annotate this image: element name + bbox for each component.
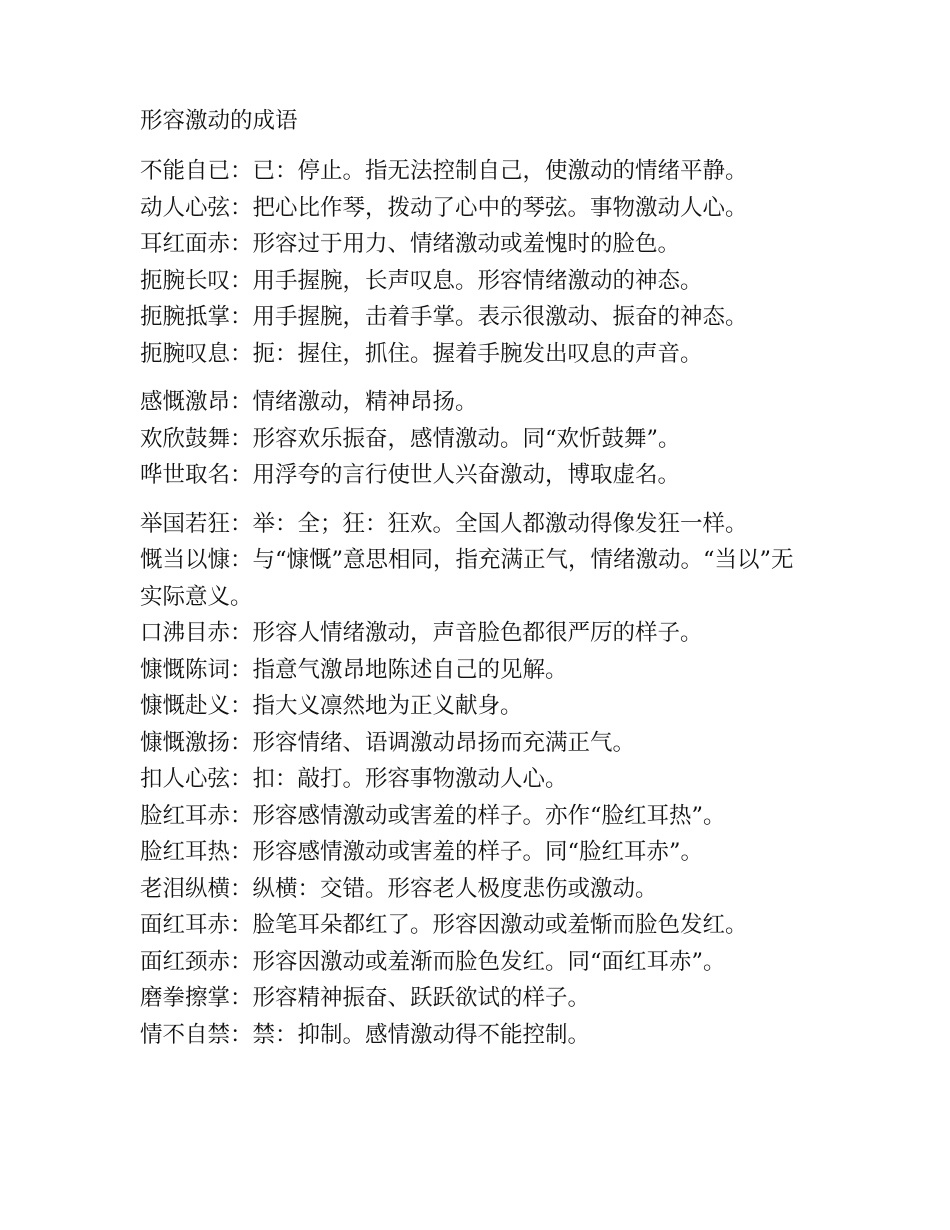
idiom-group-3: [140, 506, 820, 1054]
idiom-entry: 情不自禁：禁：抑制。感情激动得不能控制。: [140, 1021, 591, 1048]
idiom-entry: 欢欣鼓舞：形容欢乐振奋，感情激动。同“欢忻鼓舞”。: [140, 425, 681, 452]
idiom-entry: 老泪纵横：纵横：交错。形容老人极度悲伤或激动。: [140, 875, 658, 902]
idiom-entry: 磨拳擦掌：形容精神振奋、跃跃欲试的样子。: [140, 985, 591, 1011]
idiom-entry: 扼腕长叹：用手握腕，长声叹息。形容情绪激动的神态。: [140, 267, 703, 294]
idiom-entry: 脸红耳赤：形容感情激动或害羞的样子。亦作“脸红耳热”。: [140, 802, 726, 829]
idiom-entry: 动人心弦：把心比作琴，拨动了心中的琴弦。事物激动人心。: [140, 194, 748, 221]
document-title: 形容激动的成语: [140, 108, 298, 134]
idiom-entry: 耳红面赤：形容过于用力、情绪激动或羞愧时的脸色。: [140, 231, 681, 257]
idiom-entry: 感慨激昂：情绪激动，精神昂扬。: [140, 389, 478, 415]
idiom-entry: 扼腕叹息：扼：握住，抓住。握着手腕发出叹息的声音。: [140, 340, 703, 367]
idiom-entry: 慷慨激扬：形容情绪、语调激动昂扬而充满正气。: [140, 729, 636, 756]
idiom-entry: 哗世取名：用浮夸的言行使世人兴奋激动，博取虚名。: [140, 462, 681, 488]
idiom-entry: 扼腕抵掌：用手握腕，击着手掌。表示很激动、振奋的神态。: [140, 304, 748, 330]
idiom-entry: 举国若狂：举：全；狂：狂欢。全国人都激动得像发狂一样。: [140, 510, 748, 537]
idiom-group-1: [140, 153, 820, 372]
idiom-entry: 扣人心弦：扣：敲打。形容事物激动人心。: [140, 766, 568, 792]
idiom-entry: 脸红耳热：形容感情激动或害羞的样子。同“脸红耳赤”。: [140, 839, 704, 865]
idiom-entry: 面红耳赤：脸笔耳朵都红了。形容因激动或羞惭而脸色发红。: [140, 912, 748, 938]
idiom-group-2: [140, 384, 820, 494]
idiom-entry: 不能自已：已：停止。指无法控制自己，使激动的情绪平静。: [140, 158, 748, 184]
idiom-entry: 口沸目赤：形容人情绪激动，声音脸色都很严厉的样子。: [140, 620, 703, 646]
idiom-entry: 慷慨赴义：指大义凛然地为正义献身。: [140, 693, 523, 719]
idiom-entry: 慨当以慷：与“慷慨”意思相同，指充满正气，情绪激动。“当以”无实际意义。: [140, 547, 794, 610]
idiom-entry: 慷慨陈词：指意气激昂地陈述自己的见解。: [140, 656, 568, 683]
idiom-entry: 面红颈赤：形容因激动或羞渐而脸色发红。同“面红耳赤”。: [140, 948, 726, 975]
document-page: [140, 103, 820, 1065]
